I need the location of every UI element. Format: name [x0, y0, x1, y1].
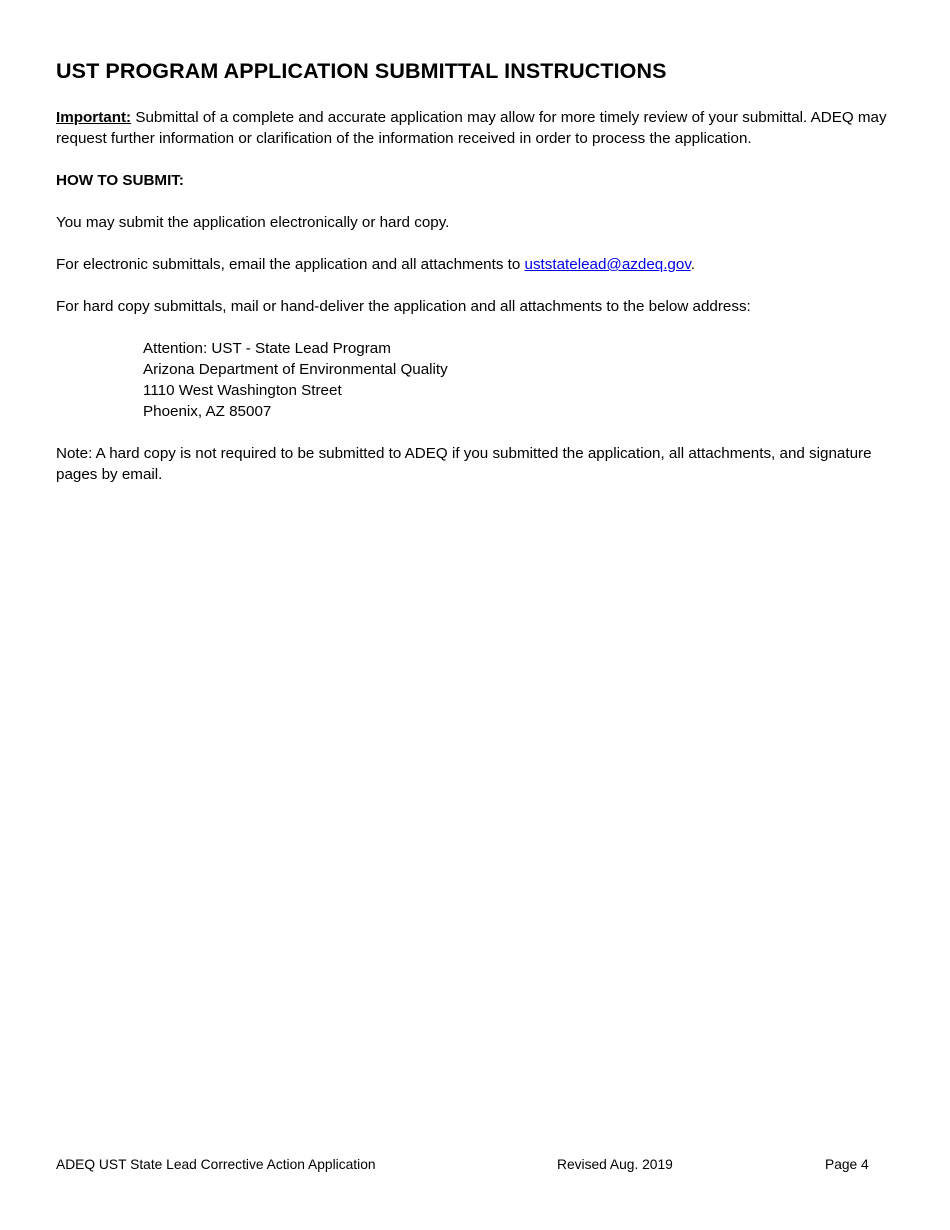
important-text: Submittal of a complete and accurate application may allow for more timely review of your submittal. ADEQ may request further information or clarification of the information received in order to process the application. [56, 109, 887, 147]
mailing-address [143, 338, 896, 422]
how-to-submit-heading: HOW TO SUBMIT: [56, 172, 184, 189]
electronic-text-end: . [690, 256, 696, 273]
page-footer [56, 1156, 896, 1176]
important-label: Important: [56, 109, 132, 126]
footer-page-number: Page 4 [825, 1157, 869, 1172]
address-department: Arizona Department of Environmental Quality [143, 361, 448, 378]
address-city: Phoenix, AZ 85007 [143, 403, 272, 420]
hard-copy-submittal-text: For hard copy submittals, mail or hand-deliver the application and all attachments to the below address: [56, 298, 751, 315]
note-paragraph: Note: A hard copy is not required to be submitted to ADEQ if you submitted the application, all attachments, and signature pages by email. [56, 445, 872, 483]
footer-document-name: ADEQ UST State Lead Corrective Action Application [56, 1157, 376, 1172]
page-content [56, 56, 896, 485]
footer-revision-date: Revised Aug. 2019 [557, 1157, 673, 1172]
page-title: UST PROGRAM APPLICATION SUBMITTAL INSTRUCTIONS [56, 59, 667, 83]
electronic-submittal-paragraph [56, 254, 896, 275]
email-link[interactable]: uststatelead@azdeq.gov [524, 256, 691, 273]
electronic-text: For electronic submittals, email the application and all attachments to [56, 256, 525, 273]
address-street: 1110 West Washington Street [143, 382, 342, 399]
address-attention: Attention: UST - State Lead Program [143, 340, 391, 357]
submit-options-text: You may submit the application electronically or hard copy. [56, 214, 450, 231]
important-paragraph [56, 107, 896, 149]
